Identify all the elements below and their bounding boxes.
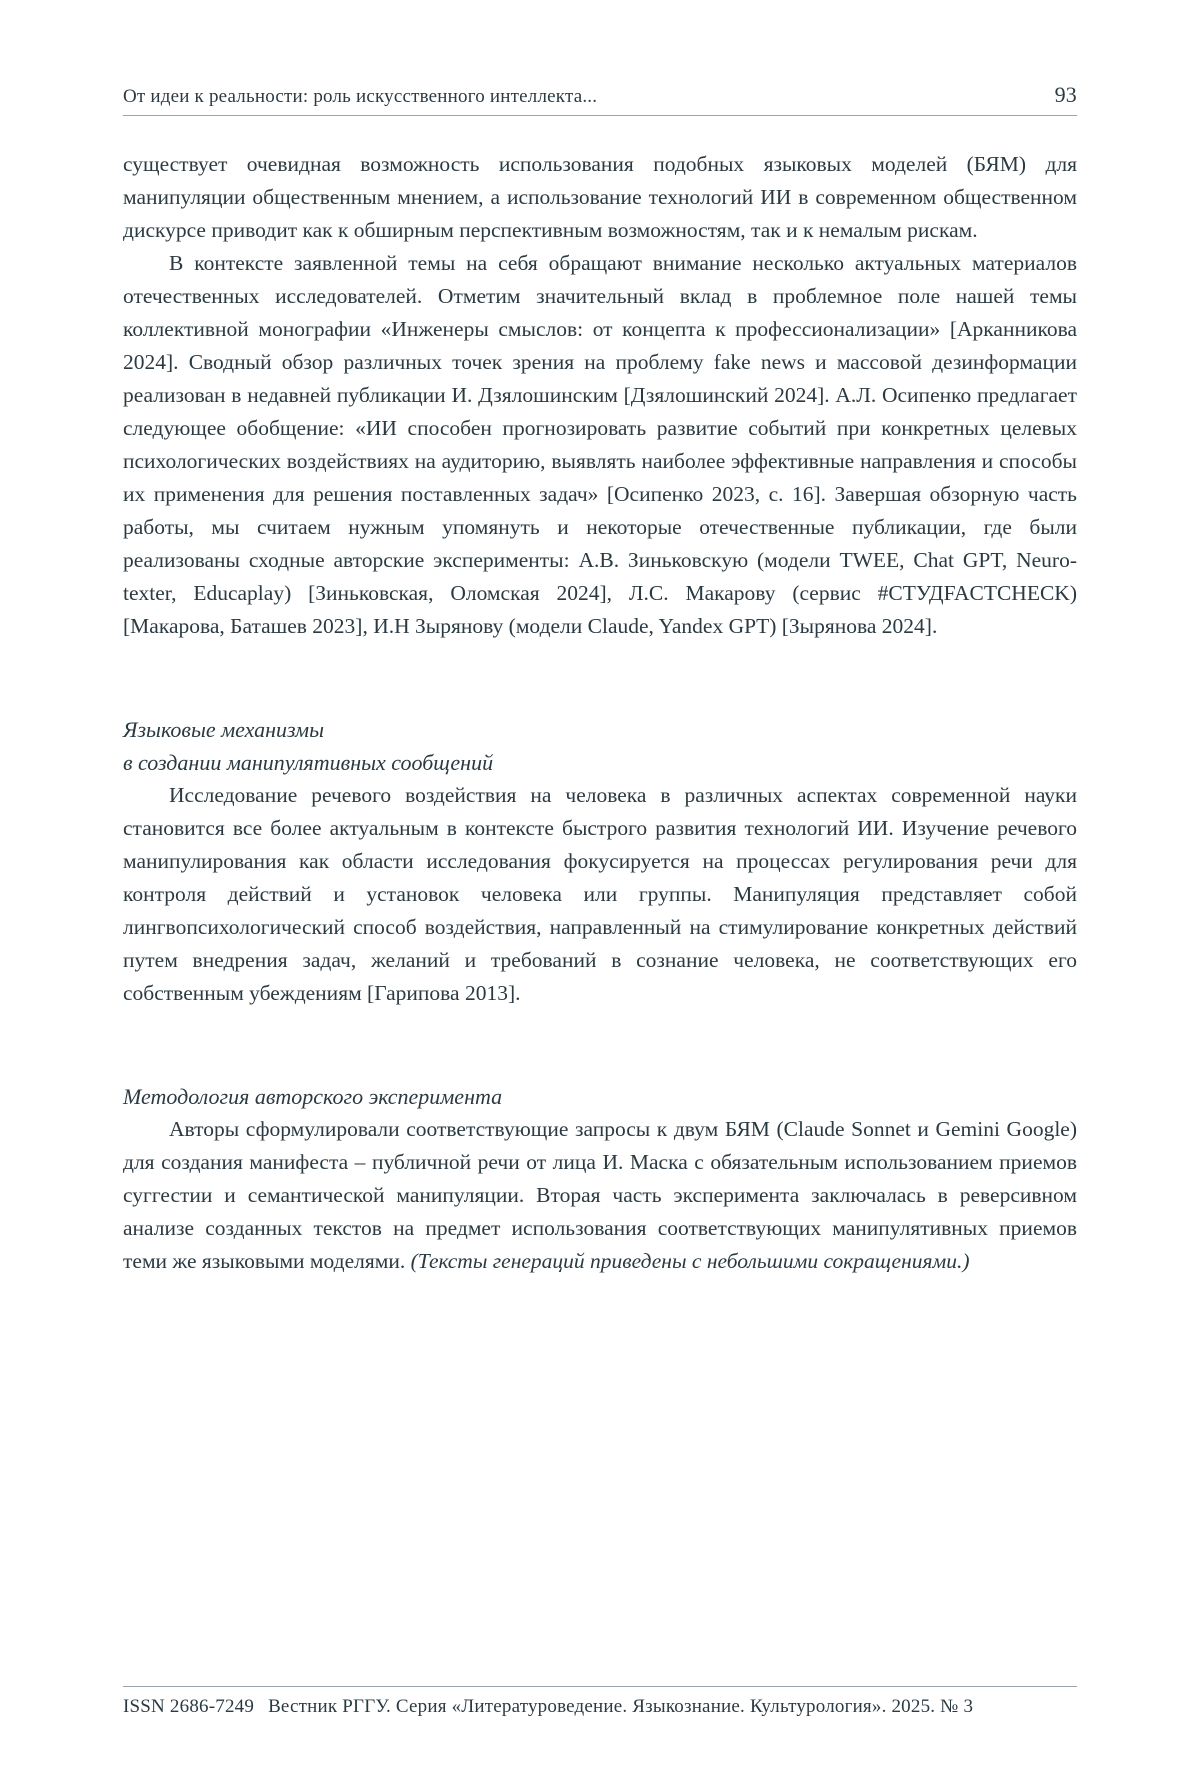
- section-heading-line1: Методология авторского эксперимента: [123, 1084, 503, 1109]
- article-body: [123, 148, 1077, 1278]
- footer-journal-line: Вестник РГГУ. Серия «Литературоведение. Языкознание. Культурология». 2025. № 3: [268, 1696, 974, 1717]
- paragraph-literature-review: В контексте заявленной темы на себя обращают внимание несколько актуальных материалов отечественных исследователей. Отметим значительный вклад в проблемное поле нашей темы коллективной монографии «Инженеры смыслов: от концепта к профессионализации» [Арканникова 2024]. Сводный обзор различных точек зрения на проблему fake news и массовой дезинформации реализован в недавней публикации И. Дзялошинским [Дзялошинский 2024]. А.Л. Осипенко предлагает следующее обобщение: «ИИ способен прогнозировать развитие событий при конкретных целевых психологических воздействиях на аудиторию, выявлять наиболее эффективные направления и способы их применения для решения поставленных задач» [Осипенко 2023, с. 16]. Завершая обзорную часть работы, мы считаем нужным упомянуть и некоторые отечественные публикации, где были реализованы сходные авторские эксперименты: А.В. Зиньковскую (модели TWEE, Chat GPT, Neuro-texter, Educaplay) [Зиньковская, Оломская 2024], Л.С. Макарову (сервис #СТУДFACTCHECK) [Макарова, Баташев 2023], И.Н Зырянову (модели Claude, Yandex GPT) [Зырянова 2024].: [123, 251, 1077, 638]
- paragraph-language-mechanisms: Исследование речевого воздействия на человека в различных аспектах современной науки становится все более актуальным в контексте быстрого развития технологий ИИ. Изучение речевого манипулирования как области исследования фокусируется на процессах регулирования речи для контроля действий и установок человека или группы. Манипуляция представляет собой лингвопсихологический способ воздействия, направленный на стимулирование конкретных действий путем внедрения задач, желаний и требований в сознание человека, не соответствующих его собственным убеждениям [Гарипова 2013].: [123, 783, 1077, 1005]
- section-heading-line2: в создании манипулятивных сообщений: [123, 750, 494, 775]
- running-title: От идеи к реальности: роль искусственного интеллекта...: [123, 86, 598, 107]
- paragraph-methodology-italic-note: (Тексты генераций приведены с небольшими сокращениями.): [410, 1249, 970, 1273]
- running-head: [123, 0, 1077, 116]
- page-footer: [123, 1686, 1077, 1718]
- section-heading-language-mechanisms: [123, 713, 1077, 779]
- footer-issn: ISSN 2686-7249: [123, 1696, 255, 1717]
- section-heading-methodology: [123, 1080, 1077, 1113]
- paragraph-methodology-main: Авторы сформулировали соответствующие запросы к двум БЯМ (Claude Sonnet и Gemini Google) для создания манифеста – публичной речи от лица И. Маска с обязательным использованием приемов суггестии и семантической манипуляции. Вторая часть эксперимента заключалась в реверсивном анализе созданных текстов на предмет использования соответствующих манипулятивных приемов теми же языковыми моделями.: [123, 1117, 1077, 1273]
- paragraph-intro: существует очевидная возможность использования подобных языковых моделей (БЯМ) для манипуляции общественным мнением, а использование технологий ИИ в современном общественном дискурсе приводит как к обширным перспективным возможностям, так и к немалым рискам.: [123, 152, 1077, 242]
- section-heading-line1: Языковые механизмы: [123, 717, 324, 742]
- paragraph-methodology: [123, 1113, 1077, 1278]
- page-number: 93: [1054, 82, 1077, 107]
- text-column: [123, 0, 1077, 1278]
